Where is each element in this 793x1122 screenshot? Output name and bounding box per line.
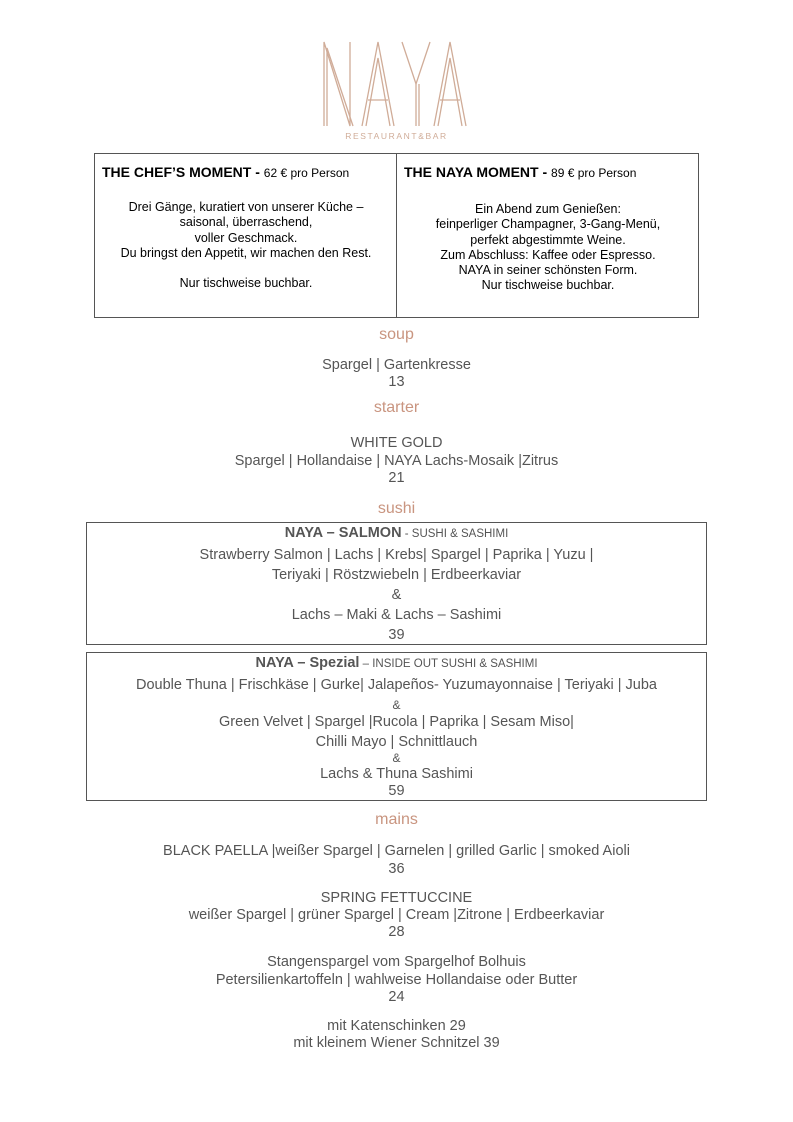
menu-price: 24: [388, 989, 405, 1005]
naya-logo: [318, 40, 474, 128]
moment-heading: [102, 164, 390, 180]
section-title-mains: mains: [375, 811, 418, 828]
sushi-name: NAYA – SALMON: [284, 525, 402, 541]
menu-price: 39: [388, 627, 405, 643]
menu-item: Double Thuna | Frischkäse | Gurke| Jalapeños- Yuzumayonnaise | Teriyaki | Juba: [136, 677, 657, 693]
moment-line: Nur tischweise buchbar.: [179, 276, 313, 291]
logo-subtitle: RESTAURANT&BAR: [345, 131, 448, 141]
menu-item-name: Stangenspargel vom Spargelhof Bolhuis: [267, 954, 526, 970]
ampersand: &: [391, 587, 402, 603]
moment-heading: [404, 164, 692, 180]
section-title-sushi: sushi: [377, 500, 416, 517]
menu-price: 13: [388, 374, 405, 390]
menu-item: weißer Spargel | grüner Spargel | Cream |Zitrone | Erdbeerkaviar: [188, 907, 605, 923]
moment-line: [102, 261, 390, 276]
menu-price: 59: [388, 783, 405, 799]
menu-item: Spargel | Hollandaise | NAYA Lachs-Mosaik |Zitrus: [234, 453, 559, 469]
moments-table: [94, 153, 699, 318]
moment-line: Nur tischweise buchbar.: [481, 278, 615, 293]
ampersand: &: [392, 698, 401, 712]
moment-title: THE CHEF’S MOMENT -: [102, 164, 260, 180]
moment-line: perfekt abgestimmte Weine.: [470, 232, 626, 247]
menu-item: Petersilienkartoffeln | wahlweise Hollandaise oder Butter: [215, 972, 578, 988]
menu-item: BLACK PAELLA |weißer Spargel | Garnelen | grilled Garlic | smoked Aioli: [163, 843, 630, 859]
sushi-subtitle: - SUSHI & SASHIMI: [401, 528, 509, 540]
sushi-subtitle: – INSIDE OUT SUSHI & SASHIMI: [359, 658, 538, 670]
sushi-heading: [87, 655, 706, 673]
sushi-spezial-box: [86, 652, 707, 801]
menu-price: 21: [388, 470, 405, 486]
sushi-heading: [87, 525, 706, 543]
menu-item: Lachs – Maki & Lachs – Sashimi: [291, 607, 502, 623]
moment-line: Du bringst den Appetit, wir machen den Rest.: [120, 245, 372, 260]
menu-extra: mit kleinem Wiener Schnitzel 39: [293, 1035, 500, 1051]
moment-title: THE NAYA MOMENT -: [404, 164, 548, 180]
moment-description: [102, 200, 390, 292]
menu-item: Teriyaki | Röstzwiebeln | Erdbeerkaviar: [271, 567, 522, 583]
menu-item-name: SPRING FETTUCCINE: [320, 890, 473, 906]
menu-item: Chilli Mayo | Schnittlauch: [315, 734, 478, 750]
naya-moment: [396, 154, 698, 317]
moment-price: 62 € pro Person: [263, 166, 350, 180]
moment-line: feinperliger Champagner, 3-Gang-Menü,: [435, 217, 661, 232]
menu-item-name: WHITE GOLD: [350, 435, 443, 451]
menu-price: 36: [388, 861, 405, 877]
section-title-starter: starter: [373, 399, 420, 416]
moment-price: 89 € pro Person: [551, 166, 637, 180]
moment-line: Zum Abschluss: Kaffee oder Espresso.: [440, 247, 656, 262]
moment-line: Ein Abend zum Genießen:: [475, 202, 621, 216]
menu-item: Spargel | Gartenkresse: [322, 357, 471, 373]
sushi-salmon-box: [86, 522, 707, 645]
sushi-name: NAYA – Spezial: [255, 655, 360, 671]
menu-price: 28: [388, 924, 405, 940]
menu-item: Lachs & Thuna Sashimi: [320, 766, 473, 782]
moment-line: NAYA in seiner schönsten Form.: [458, 263, 638, 278]
moment-line: Drei Gänge, kuratiert von unserer Küche –: [128, 200, 364, 214]
ampersand: &: [392, 751, 401, 765]
chefs-moment: [95, 154, 396, 317]
section-title-soup: soup: [379, 326, 414, 343]
menu-item: Green Velvet | Spargel |Rucola | Paprika | Sesam Miso|: [219, 714, 574, 730]
menu-item: Strawberry Salmon | Lachs | Krebs| Spargel | Paprika | Yuzu |: [199, 547, 594, 563]
moment-line: voller Geschmack.: [194, 230, 298, 245]
menu-extra: mit Katenschinken 29: [327, 1018, 466, 1034]
moment-description: [404, 200, 692, 294]
moment-line: saisonal, überraschend,: [179, 215, 313, 230]
